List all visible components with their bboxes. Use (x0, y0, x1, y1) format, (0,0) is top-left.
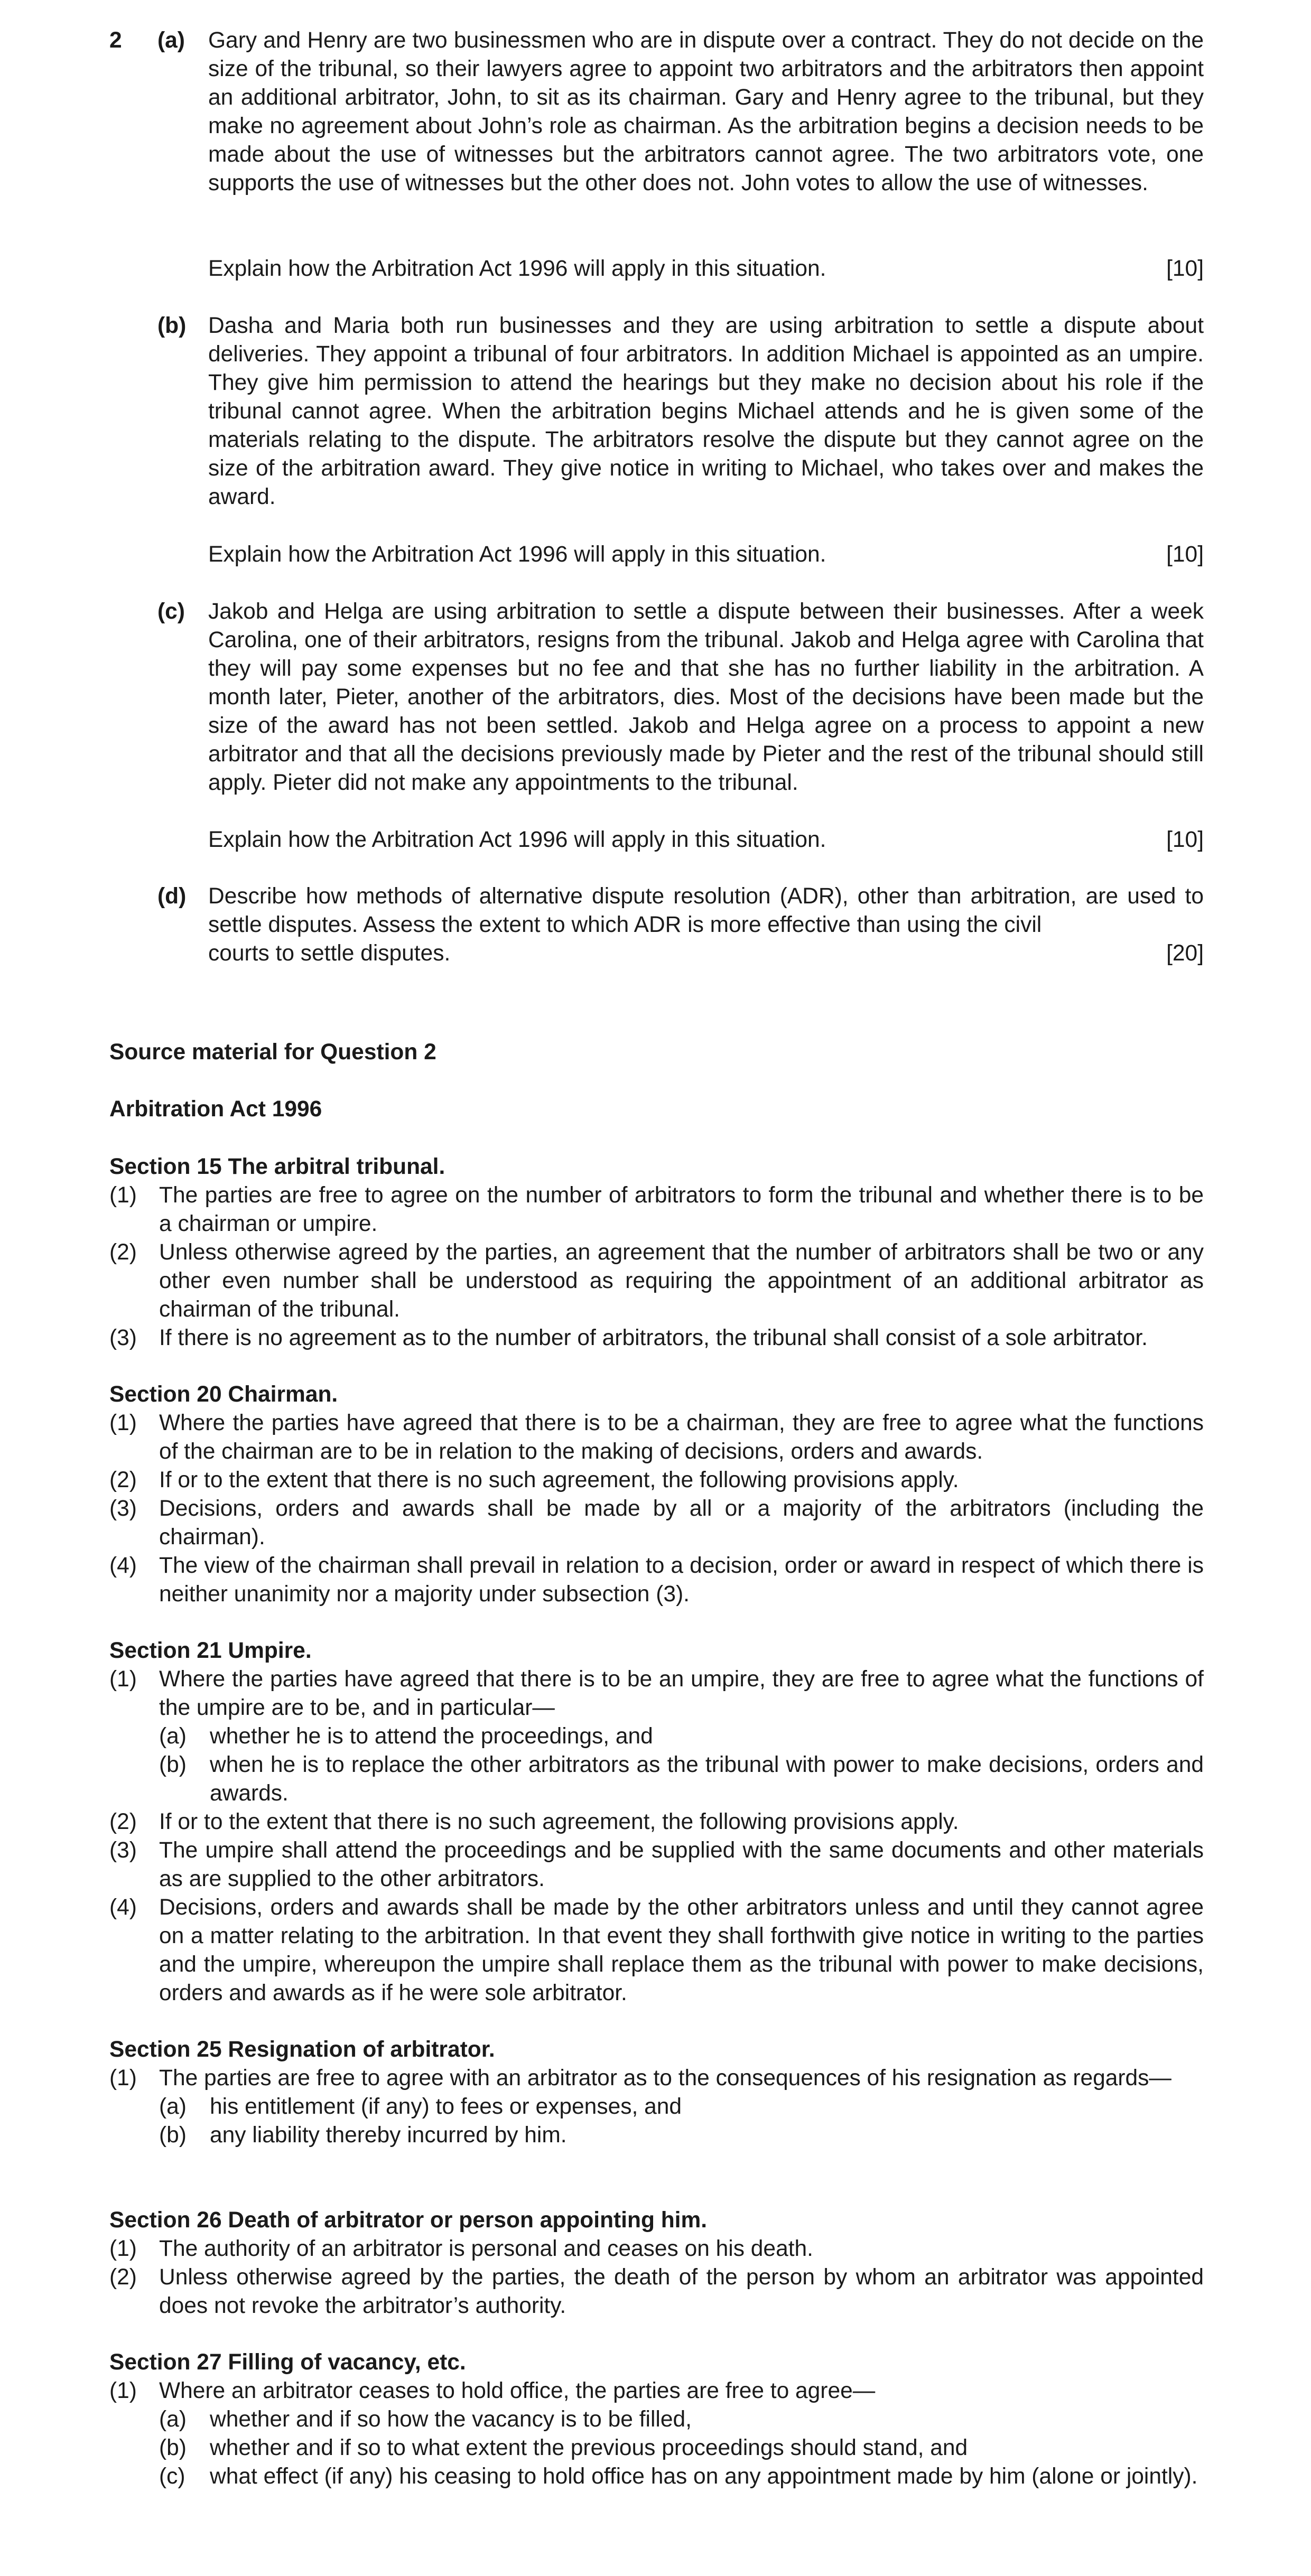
item-number: (1) (109, 2378, 137, 2403)
part-text-d-last: courts to settle disputes. (208, 941, 451, 966)
item-text: The parties are free to agree on the number of arbitrators to form the tribunal and whether there is to be a chairman or umpire. (159, 1183, 1204, 1236)
part-text-b: Dasha and Maria both run businesses and they are using arbitration to settle a dispute about deliveries. They appoint a tribunal of four arbitrators. In addition Michael is appointed as an umpire. They give him permission to attend the hearings but they make no decision about his role if the tribunal cannot agree. When the arbitration begins Michael attends and he is given some of the materials relating to the dispute. The arbitrators resolve the dispute but they cannot agree on the size of the arbitration award. They give notice in writing to Michael, who takes over and makes the award. (208, 313, 1204, 509)
item-number: (a) (159, 2094, 187, 2119)
item-text: If or to the extent that there is no such agreement, the following provisions apply. (159, 1468, 959, 1492)
part-text-c: Jakob and Helga are using arbitration to settle a dispute between their businesses. After a week Carolina, one of their arbitrators, resigns from the tribunal. Jakob and Helga agree with Carolina that they will pay some expenses but no fee and that she has no further liability in the arbitration. A month later, Pieter, another of the arbitrators, dies. Most of the decisions have been made but the size of the award has not been settled. Jakob and Helga agree on a process to appoint a new arbitrator and that all the decisions previously made by Pieter and the rest of the tribunal should still apply. Pieter did not make any appointments to the tribunal. (208, 599, 1204, 795)
item-text: The parties are free to agree with an arbitrator as to the consequences of his resignation as regards— (159, 2066, 1171, 2090)
section-title: Section 25 Resignation of arbitrator. (109, 2037, 495, 2062)
item-text: any liability thereby incurred by him. (210, 2123, 567, 2148)
item-text: Decisions, orders and awards shall be made by the other arbitrators unless and until they cannot agree on a matter relating to the arbitration. In that event they shall forthwith give notice in writing to the parties and the umpire, whereupon the umpire shall replace them as the tribunal with power to make decisions, orders and awards as if he were sole arbitrator. (159, 1895, 1204, 2005)
section-item (109, 1808, 1204, 1836)
subsection-item (109, 2434, 1204, 2462)
item-number: (3) (109, 1838, 137, 1863)
item-text: The authority of an arbitrator is personal and ceases on his death. (159, 2236, 813, 2261)
source-heading: Source material for Question 2 (109, 1040, 436, 1065)
subsection-item (109, 2093, 1204, 2121)
item-number: (2) (109, 1809, 137, 1834)
section-item (109, 1836, 1204, 1893)
item-number: (1) (109, 2066, 137, 2090)
subsection-item (109, 2462, 1204, 2491)
part-label-b: (b) (157, 313, 187, 338)
section-item (109, 1466, 1204, 1495)
section-title: Section 15 The arbitral tribunal. (109, 1154, 445, 1179)
item-text: Decisions, orders and awards shall be made by all or a majority of the arbitrators (including the chairman). (159, 1496, 1204, 1550)
section-item (109, 2263, 1204, 2320)
subsection-item (109, 1722, 1204, 1751)
section-item (109, 1495, 1204, 1552)
section-item (109, 2235, 1204, 2263)
item-number: (a) (159, 2407, 187, 2432)
item-number: (b) (159, 1752, 187, 1777)
part-instruction-row-a (208, 255, 1204, 283)
subsection-item (109, 2121, 1204, 2150)
item-number: (4) (109, 1553, 137, 1578)
part-marks-a: [10] (1166, 256, 1204, 281)
item-number: (3) (109, 1326, 137, 1350)
item-text: Unless otherwise agreed by the parties, an agreement that the number of arbitrators shall be two or any other even number shall be understood as requiring the appointment of an additional arbitrator as chairman of the tribunal. (159, 1240, 1204, 1322)
part-marks-b: [10] (1166, 542, 1204, 567)
item-text: his entitlement (if any) to fees or expenses, and (210, 2094, 682, 2119)
item-text: If or to the extent that there is no such agreement, the following provisions apply. (159, 1809, 959, 1834)
section-item (109, 1181, 1204, 1238)
item-number: (3) (109, 1496, 137, 1521)
item-number: (1) (109, 1183, 137, 1208)
part-instruction-row-b (208, 540, 1204, 569)
section-title: Section 26 Death of arbitrator or person appointing him. (109, 2208, 708, 2233)
item-text: The umpire shall attend the proceedings and be supplied with the same documents and other materials as are supplied to the other arbitrators. (159, 1838, 1204, 1891)
item-number: (b) (159, 2435, 187, 2460)
subsection-item (109, 2405, 1204, 2434)
item-number: (2) (109, 1240, 137, 1265)
part-label-c: (c) (157, 599, 185, 624)
part-marks-d: [20] (1166, 941, 1204, 966)
item-text: Where the parties have agreed that there is to be an umpire, they are free to agree what the functions of the umpire are to be, and in particular— (159, 1667, 1204, 1720)
part-marks-c: [10] (1166, 827, 1204, 852)
part-label-d: (d) (157, 884, 187, 909)
item-text: Where an arbitrator ceases to hold office, the parties are free to agree— (159, 2378, 876, 2403)
item-number: (1) (109, 1667, 137, 1692)
item-text: when he is to replace the other arbitrators as the tribunal with power to make decisions, orders and awards. (210, 1752, 1204, 1806)
section-item (109, 1552, 1204, 1609)
item-text: If there is no agreement as to the number of arbitrators, the tribunal shall consist of a sole arbitrator. (159, 1326, 1148, 1350)
section-item (109, 2377, 1204, 2405)
section-item (109, 1238, 1204, 1324)
item-text: Unless otherwise agreed by the parties, the death of the person by whom an arbitrator was appointed does not revoke the arbitrator’s authority. (159, 2265, 1204, 2318)
item-number: (2) (109, 2265, 137, 2290)
section-26 (109, 2206, 1204, 2320)
item-number: (4) (109, 1895, 137, 1920)
question-part-a (157, 26, 1204, 198)
part-instruction-a: Explain how the Arbitration Act 1996 will apply in this situation. (208, 256, 826, 281)
item-text: The view of the chairman shall prevail in relation to a decision, order or award in respect of which there is neither unanimity nor a majority under subsection (3). (159, 1553, 1204, 1607)
question-part-d (157, 882, 1204, 968)
part-instruction-b: Explain how the Arbitration Act 1996 will apply in this situation. (208, 542, 826, 567)
part-instruction-c: Explain how the Arbitration Act 1996 will apply in this situation. (208, 827, 826, 852)
question-part-c (157, 598, 1204, 797)
part-label-a: (a) (157, 28, 185, 53)
section-item (109, 1665, 1204, 1722)
section-title: Section 21 Umpire. (109, 1638, 312, 1663)
item-number: (1) (109, 1411, 137, 1435)
section-20 (109, 1380, 1204, 1609)
item-number: (b) (159, 2123, 187, 2148)
item-text: whether and if so to what extent the previous proceedings should stand, and (210, 2435, 968, 2460)
section-title: Section 27 Filling of vacancy, etc. (109, 2350, 466, 2375)
section-item (109, 2064, 1204, 2093)
item-number: (1) (109, 2236, 137, 2261)
item-number: (a) (159, 1724, 187, 1749)
part-text-d: Describe how methods of alternative dispute resolution (ADR), other than arbitration, are used to settle disputes. Assess the extent to which ADR is more effective than using the civil (208, 884, 1204, 937)
section-title: Section 20 Chairman. (109, 1382, 338, 1407)
part-last-line-d (208, 939, 1204, 968)
section-item (109, 1409, 1204, 1466)
section-21 (109, 1637, 1204, 2008)
section-25 (109, 2036, 1204, 2150)
item-text: Where the parties have agreed that there is to be a chairman, they are free to agree what the functions of the chairman are to be in relation to the making of decisions, orders and awards. (159, 1411, 1204, 1464)
item-number: (2) (109, 1468, 137, 1492)
section-item (109, 1893, 1204, 2008)
part-instruction-row-c (208, 826, 1204, 854)
section-item (109, 1324, 1204, 1352)
part-text-a: Gary and Henry are two businessmen who are in dispute over a contract. They do not decide on the size of the tribunal, so their lawyers agree to appoint two arbitrators and the arbitrators then appoint an additional arbitrator, John, to sit as its chairman. Gary and Henry agree to the tribunal, but they make no agreement about John’s role as chairman. As the arbitration begins a decision needs to be made about the use of witnesses but the arbitrators cannot agree. The two arbitrators vote, one supports the use of witnesses but the other does not. John votes to allow the use of witnesses. (208, 28, 1204, 195)
question-number: 2 (109, 28, 122, 53)
item-text: whether and if so how the vacancy is to be filled, (210, 2407, 692, 2432)
subsection-item (109, 1751, 1204, 1808)
item-text: whether he is to attend the proceedings, and (210, 1724, 653, 1749)
act-title: Arbitration Act 1996 (109, 1097, 322, 1122)
section-27 (109, 2348, 1204, 2491)
question-part-b (157, 312, 1204, 511)
item-text: what effect (if any) his ceasing to hold office has on any appointment made by him (alone or jointly). (210, 2464, 1198, 2489)
section-15 (109, 1153, 1204, 1352)
item-number: (c) (159, 2464, 185, 2489)
